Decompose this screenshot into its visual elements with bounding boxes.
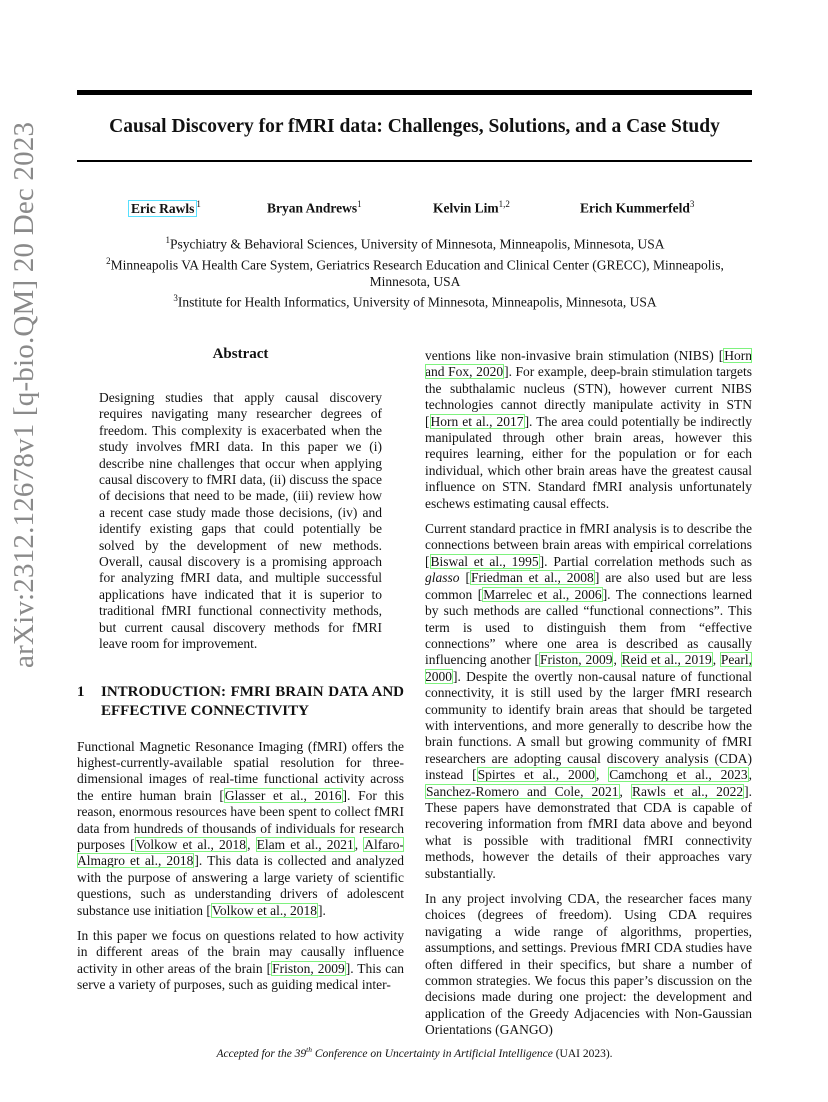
section-number: 1 — [77, 683, 85, 700]
citation-link[interactable]: Volkow et al., 2018 — [135, 836, 247, 852]
citation-link[interactable]: Biswal et al., 1995 — [430, 553, 539, 569]
citation-link[interactable]: Sanchez-Romero and Cole, 2021 — [426, 783, 619, 799]
paper-title: Causal Discovery for fMRI data: Challenges, Solutions, and a Case Study — [109, 116, 720, 137]
right-column — [425, 348, 752, 1048]
author-name: Erich Kummerfeld — [580, 200, 690, 216]
author-4 — [580, 199, 694, 217]
venue-footer: Accepted for the 39th Conference on Uncertainty in Artificial Intelligence (UAI 2023). — [216, 1045, 613, 1060]
intro-paragraph-1: Functional Magnetic Resonance Imaging (fMRI) offers the highest-currently-available spatial resolution for three-dimensional images of real-time functional activity across the entire human brain [Glasser et al., 2016]. For this reason, enormous resources have been spent to collect fMRI data from hundreds of thousands of individuals for research purposes [Volkow et al., 2018, Elam et al., 2021, Alfaro-Almagro et al., 2018]. This data is collected and analyzed with the purpose of answering a large variety of scientific questions, such as understanding drivers of adolescent substance use initiation [Volkow et al., 2018]. — [77, 738, 405, 918]
citation-link[interactable]: Spirtes et al., 2000 — [477, 767, 595, 783]
citation-link[interactable]: Rawls et al., 2022 — [631, 783, 744, 799]
left-column — [77, 344, 404, 1003]
citation-link[interactable]: Friston, 2009 — [540, 652, 613, 668]
title-rule-top — [77, 90, 752, 95]
citation-link[interactable]: Pearl, 2000 — [425, 652, 753, 684]
citation-link[interactable]: Reid et al., 2019 — [621, 652, 712, 668]
arxiv-stamp[interactable]: arXiv:2312.12678v1 [q-bio.QM] 20 Dec 2023 — [8, 121, 40, 668]
affiliation-3: $^3$Institute for Health Informatics, University of Minnesota, Minneapolis, Minnesota, USA — [173, 293, 657, 310]
author-3 — [433, 199, 510, 217]
right-paragraph-1: ventions like non-invasive brain stimulation (NIBS) [Horn and Fox, 2020]. For example, deep-brain stimulation targets the subthalamic nucleus (STN), however current NIBS technologies cannot directly manipulate activity in STN [Horn et al., 2017]. The area could potentially be indirectly manipulated through other brain areas, however this requires learning, either for the population or for each individual, which other brain areas have the greatest causal influence on STN. Standard fMRI analysis unfortunately eschews estimating causal effects. — [425, 348, 753, 511]
emphasis-glasso: glasso — [425, 570, 460, 586]
citation-link[interactable]: Alfaro-Almagro et al., 2018 — [77, 836, 405, 869]
citation-link[interactable]: Marrelec et al., 2006 — [483, 586, 602, 602]
section-title: INTRODUCTION: FMRI BRAIN DATA AND EFFECTIVE CONNECTIVITY — [101, 683, 404, 719]
author-affil-sup: 1 — [196, 199, 201, 209]
author-affil-sup: 3 — [689, 199, 695, 209]
author-affil-sup: 1 — [357, 199, 362, 209]
author-name: Bryan Andrews — [267, 200, 358, 216]
citation-link[interactable]: Camchong et al., 2023 — [609, 767, 748, 783]
author-affil-sup: 1,2 — [498, 199, 510, 209]
citation-link[interactable]: Elam et al., 2021 — [256, 836, 354, 852]
citation-link[interactable]: Horn and Fox, 2020 — [425, 348, 752, 380]
affiliation-2: $^2$Minneapolis VA Health Care System, Geriatrics Research Education and Clinical Center (GRECC), Minneapolis, Minnesota, USA — [106, 255, 724, 289]
abstract-heading: Abstract — [212, 346, 269, 362]
right-paragraph-2: Current standard practice in fMRI analysis is to describe the connections between brain areas with empirical correlations [Biswal et al., 1995]. Partial correlation methods such as glasso [Friedman et al., 2008] are also used but are less common [Marrelec et al., 2006]. The connections learned by such methods are called “functional connections”. This term is used to distinguish them from “effective connections” where one area is described as causally influencing another [Friston, 2009, Reid et al., 2019, Pearl, 2000]. Despite the overtly non-causal nature of functional connectivity, it is still used by the larger fMRI research community to identify brain areas that should be targeted with interventions, and more generally to describe how the brain functions. A small but growing community of fMRI researchers are adopting causal discovery analysis (CDA) instead [Spirtes et al., 2000, Camchong et al., 2023, Sanchez-Romero and Cole, 2021, Rawls et al., 2022]. These papers have demonstrated that CDA is capable of recovering information from fMRI data above and beyond what is possible with traditional fMRI connectivity methods, however the details of their approaches vary substantially. — [425, 521, 753, 881]
section-heading — [77, 683, 404, 721]
citation-link[interactable]: Glasser et al., 2016 — [224, 787, 342, 803]
author-2 — [267, 199, 362, 217]
intro-paragraph-2: In this paper we focus on questions related to how activity in different areas of the brain may causally influence activity in other areas of the brain [Friston, 2009]. This can serve a variety of purposes, such as guiding medical inter- — [77, 927, 404, 993]
citation-link[interactable]: Friston, 2009 — [272, 960, 345, 976]
citation-link[interactable]: Horn et al., 2017 — [430, 413, 524, 429]
author-name: Kelvin Lim — [433, 200, 499, 216]
citation-link[interactable]: Volkow et al., 2018 — [211, 902, 317, 918]
affiliation-1: $^1$Psychiatry & Behavioral Sciences, University of Minnesota, Minneapolis, Minnesota, USA — [165, 235, 665, 252]
right-paragraph-3: In any project involving CDA, the researcher faces many choices (degrees of freedom). Using CDA requires navigating a wide range of algorithms, properties, assumptions, and settings. Previous fMRI CDA studies have often differed in their specifics, but share a number of common strategies. We focus this paper’s discussion on the decisions made during one project: the development and application of the Greedy Adjacencies with Non-Gaussian Orientations (GANGO) — [425, 891, 752, 1038]
abstract-text: Designing studies that apply causal discovery requires navigating many researcher degrees of freedom. This complexity is exacerbated when the study involves fMRI data. In this paper we (i) describe nine challenges that occur when applying causal discovery to fMRI data, (ii) discuss the space of decisions that need to be made, (iii) review how a recent case study made those decisions, (iv) and identify existing gaps that could potentially be solved by the development of new methods. Overall, causal discovery is a promising approach for analyzing fMRI data, and multiple successful applications have indicated that it is superior to traditional fMRI functional connectivity methods, but current causal discovery methods for fMRI leave room for improvement. — [99, 390, 382, 652]
author-name[interactable]: Eric Rawls — [131, 200, 195, 216]
title-rule-bottom — [77, 160, 752, 162]
author-1[interactable] — [129, 199, 201, 217]
affiliations — [80, 232, 750, 311]
citation-link[interactable]: Friedman et al., 2008 — [470, 570, 594, 586]
